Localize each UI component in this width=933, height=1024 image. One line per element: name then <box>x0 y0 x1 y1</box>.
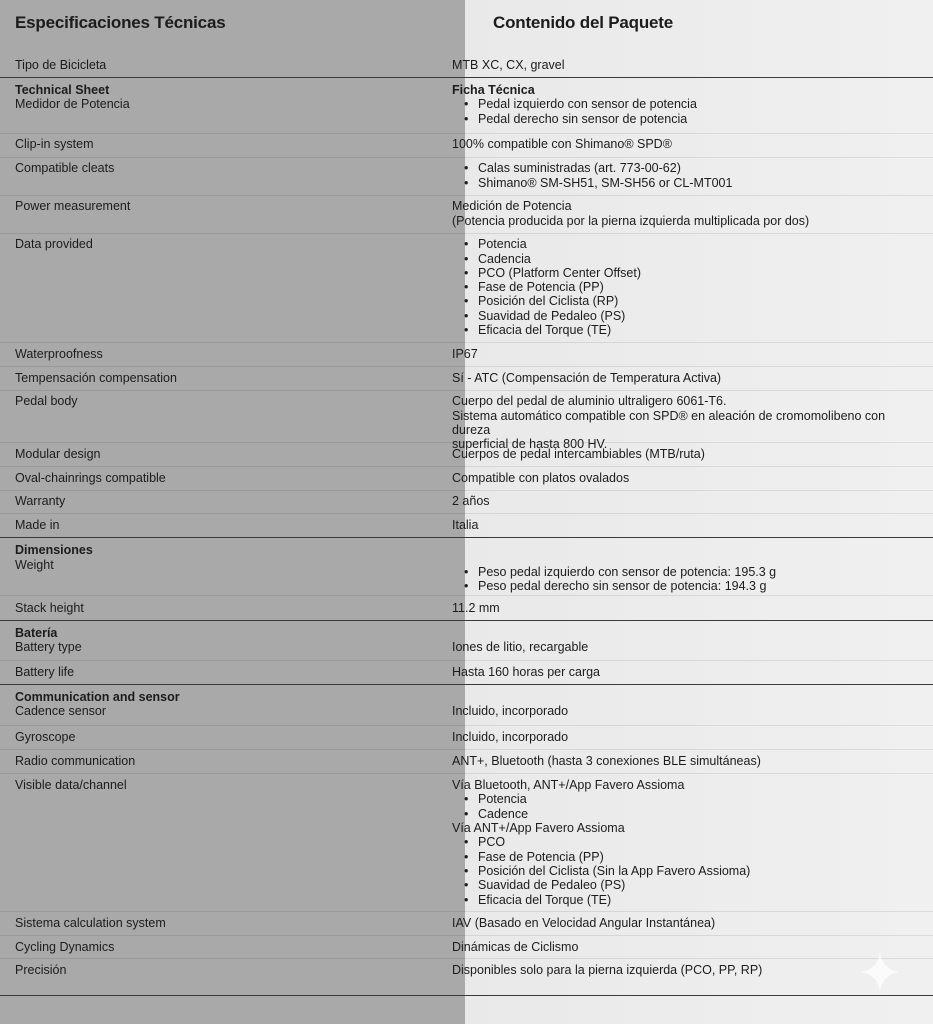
channel-heading: Vía Bluetooth, ANT+/App Favero Assioma <box>452 778 685 793</box>
row-label: Sistema calculation system <box>15 916 166 931</box>
list-item: • Suavidad de Pedaleo (PS) <box>452 309 901 323</box>
section-header <box>0 685 933 704</box>
row-value: 2 años <box>452 494 490 509</box>
list-item: • Pedal izquierdo con sensor de potencia <box>452 97 901 111</box>
list-item: • Cadence <box>452 807 901 821</box>
row-label: Tempensación compensation <box>15 371 177 386</box>
table-row <box>0 391 933 452</box>
section-header <box>0 78 933 97</box>
list-item: • Cadencia <box>452 252 901 266</box>
table-row <box>0 661 933 685</box>
row-value: ANT+, Bluetooth (hasta 3 conexiones BLE simultáneas) <box>452 754 761 769</box>
list-item: • PCO <box>452 835 901 849</box>
row-value: 100% compatible con Shimano® SPD® <box>452 137 672 152</box>
table-row <box>0 726 933 750</box>
row-value: Hasta 160 horas per carga <box>452 664 601 679</box>
row-label: Pedal body <box>15 394 78 409</box>
section-header <box>0 621 933 640</box>
row-value: Compatible con platos ovalados <box>452 471 630 486</box>
row-label: Oval-chainrings compatible <box>15 471 166 486</box>
section-title: Batería <box>15 625 58 640</box>
row-label: Battery type <box>15 639 82 654</box>
row-value: 11.2 mm <box>452 600 500 615</box>
row-label: Modular design <box>15 447 101 462</box>
section-title: Dimensiones <box>15 543 93 558</box>
row-label: Data provided <box>15 237 93 252</box>
table-row <box>0 443 933 467</box>
row-value: Sí - ATC (Compensación de Temperatura Activa) <box>452 371 722 386</box>
spec-table <box>0 54 933 996</box>
row-label: Gyroscope <box>15 730 76 745</box>
row-value <box>452 199 905 233</box>
row-label: Medidor de Potencia <box>15 97 130 112</box>
list-item: • Potencia <box>452 792 901 806</box>
list-item: • Peso pedal izquierdo con sensor de potencia: 195.3 g <box>452 565 901 579</box>
table-row <box>0 704 933 726</box>
table-row <box>0 491 933 514</box>
table-row <box>0 343 933 367</box>
table-row <box>0 959 933 996</box>
list-item: • PCO (Platform Center Offset) <box>452 266 901 280</box>
row-label: Visible data/channel <box>15 778 127 793</box>
row-value: Incluido, incorporado <box>452 730 569 745</box>
list-item: • Shimano® SM-SH51, SM-SH56 or CL-MT001 <box>452 176 901 190</box>
table-row <box>0 134 933 158</box>
row-label: Power measurement <box>15 199 131 214</box>
list-item: • Eficacia del Torque (TE) <box>452 893 901 907</box>
row-label: Waterproofness <box>15 347 103 362</box>
list-item: • Potencia <box>452 237 901 251</box>
value-line: superficial de hasta 800 HV. <box>452 437 608 452</box>
row-value: Iones de litio, recargable <box>452 639 589 654</box>
row-label: Battery life <box>15 664 75 679</box>
specs-title: Especificaciones Técnicas <box>15 13 226 32</box>
sparkle-icon <box>858 950 902 994</box>
section-title: Communication and sensor <box>15 689 180 704</box>
row-label: Precisión <box>15 963 67 978</box>
table-row <box>0 640 933 661</box>
table-row <box>0 467 933 491</box>
row-value <box>452 237 905 342</box>
table-row <box>0 750 933 774</box>
list-item: • Fase de Potencia (PP) <box>452 280 901 294</box>
list-item: • Posición del Ciclista (RP) <box>452 294 901 308</box>
table-row <box>0 367 933 391</box>
table-row <box>0 912 933 936</box>
section-title-translation: Ficha Técnica <box>452 83 535 97</box>
table-row <box>0 558 933 596</box>
channel-heading: Vía ANT+/App Favero Assioma <box>452 821 625 836</box>
table-row <box>0 514 933 538</box>
section-header <box>0 538 933 557</box>
list-item: • Eficacia del Torque (TE) <box>452 323 901 337</box>
row-value <box>452 778 905 911</box>
row-value <box>452 97 905 133</box>
table-row <box>0 54 933 78</box>
row-value: Disponibles solo para la pierna izquierda (PCO, PP, RP) <box>452 963 763 978</box>
table-row <box>0 936 933 959</box>
package-title: Contenido del Paquete <box>493 13 673 32</box>
row-label: Cycling Dynamics <box>15 940 115 955</box>
row-value: Cuerpos de pedal intercambiables (MTB/ruta) <box>452 447 705 462</box>
row-label: Cadence sensor <box>15 704 107 719</box>
table-row <box>0 158 933 196</box>
list-item: • Calas suministradas (art. 773-00-62) <box>452 161 901 175</box>
row-label: Radio communication <box>15 754 136 769</box>
list-item: • Peso pedal derecho sin sensor de potencia: 194.3 g <box>452 579 901 593</box>
page-header <box>0 0 933 48</box>
row-value <box>452 558 905 595</box>
row-value <box>452 394 905 452</box>
row-value: MTB XC, CX, gravel <box>452 58 565 72</box>
list-item: • Posición del Ciclista (Sin la App Favero Assioma) <box>452 864 901 878</box>
list-item: • Suavidad de Pedaleo (PS) <box>452 878 901 892</box>
row-value: IAV (Basado en Velocidad Angular Instantánea) <box>452 916 716 931</box>
row-label: Tipo de Bicicleta <box>15 58 107 72</box>
section-title: Technical Sheet <box>15 83 110 97</box>
value-line: Sistema automático compatible con SPD® en aleación de cromomolibeno con dureza <box>452 408 886 437</box>
row-value: Incluido, incorporado <box>452 704 569 719</box>
value-line: Cuerpo del pedal de aluminio ultraligero 6061-T6. <box>452 394 727 409</box>
table-row <box>0 774 933 912</box>
list-item: • Pedal derecho sin sensor de potencia <box>452 112 901 126</box>
value-line: Medición de Potencia <box>452 199 572 214</box>
row-label: Compatible cleats <box>15 161 115 176</box>
row-label: Warranty <box>15 494 66 509</box>
row-label: Clip-in system <box>15 137 94 152</box>
table-row <box>0 234 933 343</box>
table-row <box>0 196 933 234</box>
table-row <box>0 596 933 621</box>
row-value: Dinámicas de Ciclismo <box>452 940 579 955</box>
row-value: Italia <box>452 518 479 533</box>
list-item: • Fase de Potencia (PP) <box>452 850 901 864</box>
table-row <box>0 97 933 134</box>
row-label: Made in <box>15 518 60 533</box>
row-value: IP67 <box>452 347 478 362</box>
row-value <box>452 161 905 195</box>
row-label: Stack height <box>15 600 84 615</box>
value-line: (Potencia producida por la pierna izquierda multiplicada por dos) <box>452 213 810 228</box>
row-label: Weight <box>15 557 54 572</box>
